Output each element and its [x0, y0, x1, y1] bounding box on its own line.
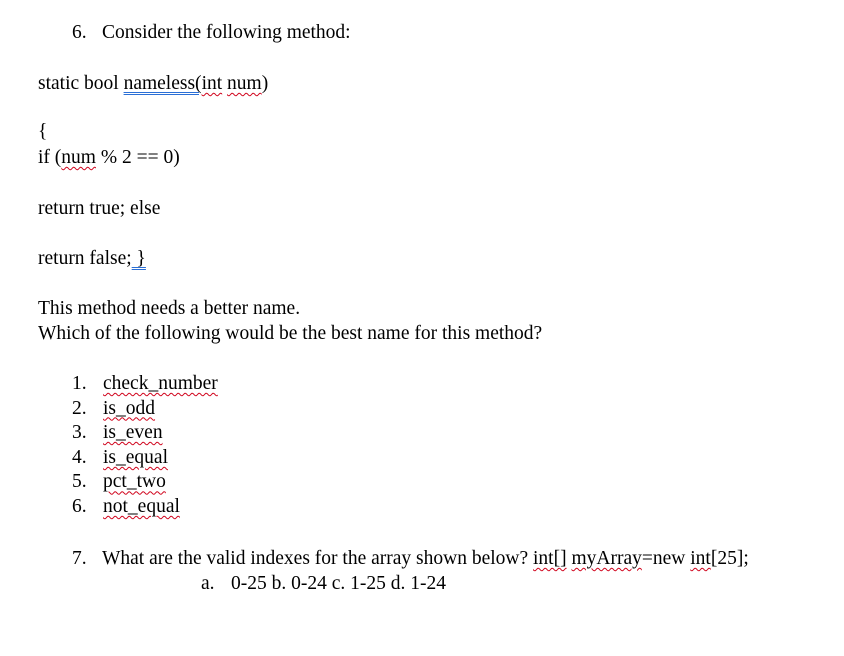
question-7-code-end: [25]; [710, 548, 749, 569]
option-label: is_equal [103, 446, 168, 468]
option-item [72, 372, 218, 397]
question-6-options [72, 372, 218, 520]
question-6-description-2: Which of the following would be the best name for this method? [38, 323, 543, 344]
option-number: 5. [72, 471, 87, 493]
question-7-code-new-type: int [690, 548, 711, 569]
question-7-heading [72, 547, 749, 571]
question-7-code-assign: =new [641, 548, 691, 569]
code-arg-name: num [227, 73, 262, 94]
option-item [72, 446, 218, 471]
question-7-number: 7. [72, 548, 87, 569]
question-7-answers [201, 572, 446, 596]
answer-letter: a. [201, 573, 215, 594]
option-item [72, 397, 218, 422]
option-number: 2. [72, 397, 87, 419]
code-return-true-line: return true; else [38, 198, 161, 219]
code-return-false-line [38, 247, 146, 271]
option-number: 3. [72, 422, 87, 444]
code-arg-type: int [201, 73, 223, 94]
code-if-prefix: if ( [38, 147, 62, 168]
code-brace-close: } [131, 248, 146, 269]
option-item [72, 495, 218, 520]
option-label: check_number [103, 373, 218, 394]
code-if-condition: % 2 == 0) [95, 147, 180, 168]
question-6-description-1: This method needs a better name. [38, 298, 301, 319]
question-7-code-type: int[] [533, 548, 567, 569]
question-7-prompt: What are the valid indexes for the array shown below? [102, 548, 533, 569]
option-label: is_odd [103, 397, 156, 419]
code-if-line [38, 146, 180, 170]
option-number: 4. [72, 446, 87, 468]
code-if-var: num [61, 147, 96, 168]
question-7-code-var: myArray [571, 548, 642, 569]
option-label: not_equal [103, 495, 180, 517]
option-label: is_even [103, 422, 163, 444]
code-signature-close: ) [261, 73, 269, 94]
option-item [72, 470, 218, 495]
question-6-heading [72, 21, 351, 45]
answer-choices: 0-25 b. 0-24 c. 1-25 d. 1-24 [231, 573, 447, 594]
code-return-false: return false; [38, 248, 132, 269]
question-6-prompt: Consider the following method: [102, 22, 351, 43]
code-method-name: nameless( [123, 73, 202, 94]
code-brace-open: { [38, 121, 48, 142]
option-number: 6. [72, 495, 87, 517]
option-number: 1. [72, 373, 87, 394]
code-signature-line [38, 72, 268, 96]
option-item [72, 421, 218, 446]
option-label: pct_two [103, 471, 166, 493]
code-signature-prefix: static bool [38, 73, 124, 94]
question-6-number: 6. [72, 22, 87, 43]
